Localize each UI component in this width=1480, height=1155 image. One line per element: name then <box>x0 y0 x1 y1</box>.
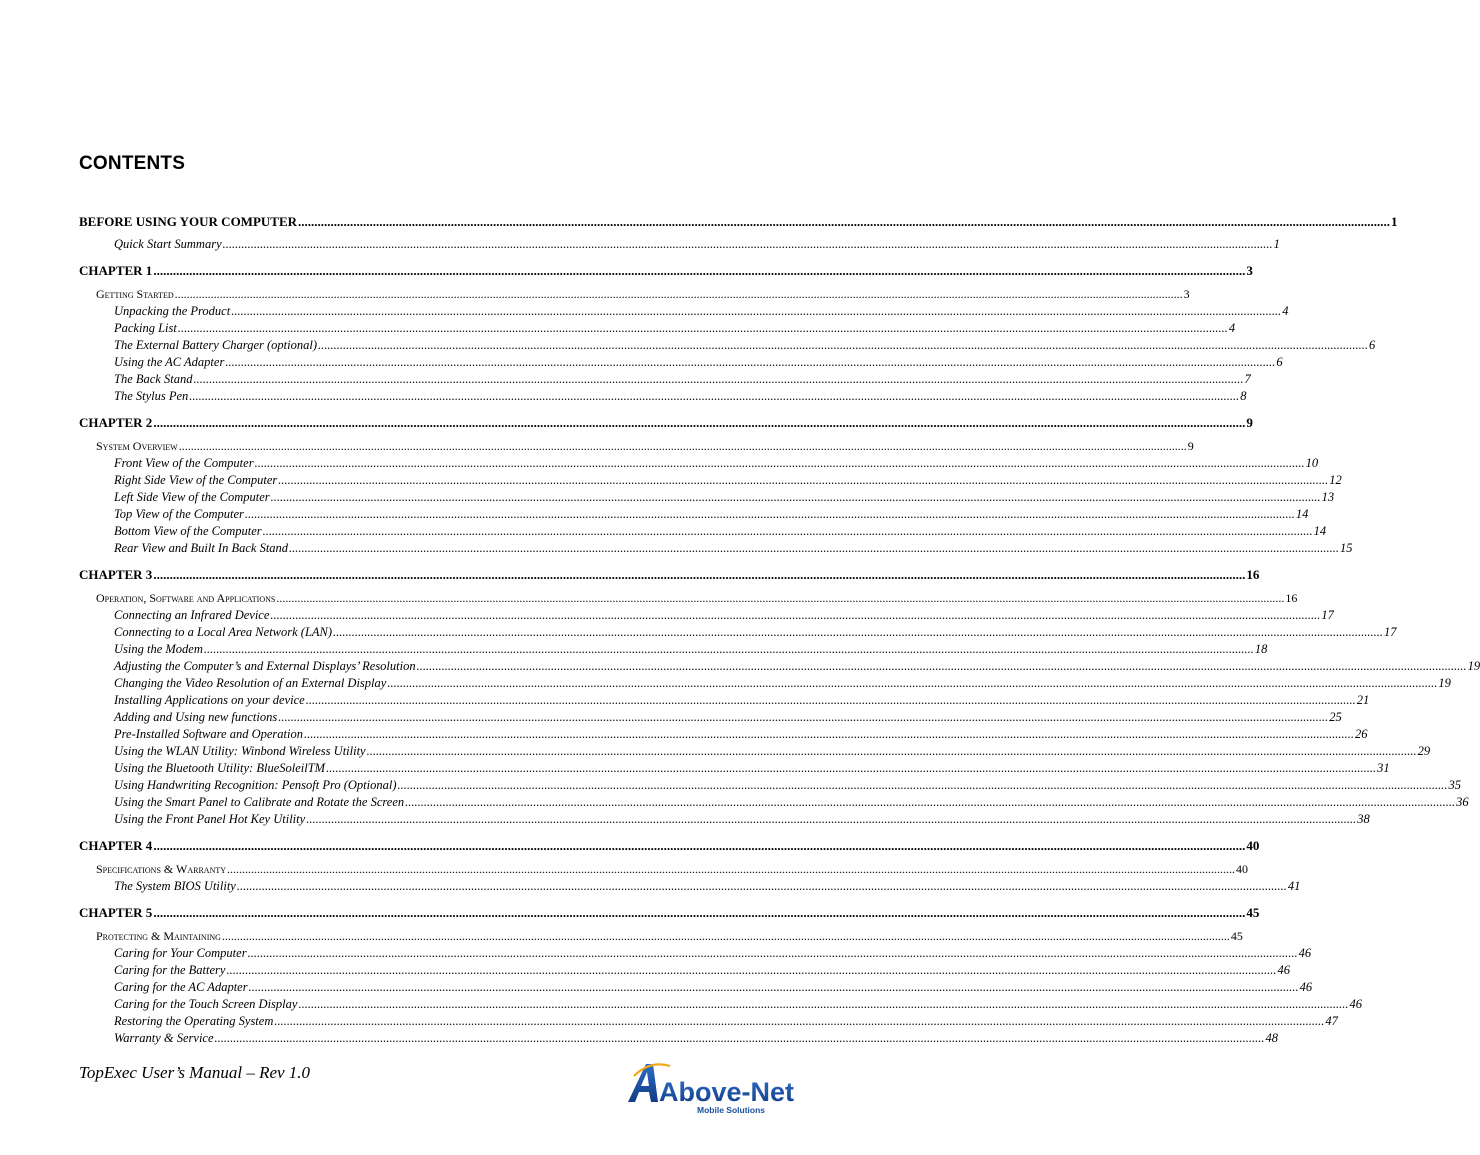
toc-subsection-entry[interactable] <box>79 388 1247 405</box>
toc-dot-leader <box>153 837 1245 854</box>
toc-entry-label: The Back Stand <box>114 372 193 386</box>
toc-entry-page-number: 6 <box>1368 338 1376 352</box>
toc-entry-page-number: 6 <box>1276 355 1283 369</box>
toc-dot-leader <box>237 878 1287 895</box>
toc-dot-leader <box>271 489 1321 506</box>
toc-entry-page-number: 35 <box>1448 778 1462 792</box>
toc-entry-page-number: 10 <box>1305 456 1319 470</box>
toc-entry-page-number: 21 <box>1356 693 1370 707</box>
toc-entry-page-number: 16 <box>1246 567 1260 582</box>
toc-dot-leader <box>245 506 1295 523</box>
toc-entry-page-number: 45 <box>1230 929 1243 943</box>
toc-entry-page-number: 15 <box>1340 541 1353 555</box>
toc-section-entry[interactable] <box>79 438 1194 455</box>
toc-section-entry[interactable] <box>79 928 1243 945</box>
toc-dot-leader <box>306 811 1356 828</box>
toc-dot-leader <box>306 692 1356 709</box>
toc-dot-leader <box>304 726 1354 743</box>
toc-entry-label: Using the Smart Panel to Calibrate and Rotate the Screen <box>114 795 405 809</box>
toc-entry-label: Unpacking the Product <box>114 304 231 318</box>
toc-subsection-entry[interactable] <box>79 236 1280 253</box>
toc-subsection-entry[interactable] <box>79 472 1342 489</box>
toc-section-entry[interactable] <box>79 590 1298 607</box>
logo-tagline: Mobile Solutions <box>697 1105 765 1115</box>
page-title: CONTENTS <box>79 153 186 174</box>
toc-subsection-entry[interactable] <box>79 624 1397 641</box>
toc-entry-label: Connecting to a Local Area Network (LAN) <box>114 625 333 639</box>
toc-subsection-entry[interactable] <box>79 337 1376 354</box>
toc-entry-page-number: 40 <box>1236 862 1249 876</box>
toc-entry-page-number: 36 <box>1456 795 1469 809</box>
toc-entry-page-number: 38 <box>1357 812 1370 826</box>
toc-subsection-entry[interactable] <box>79 506 1309 523</box>
toc-entry-label: CHAPTER 5 <box>79 905 153 920</box>
toc-entry-label: Connecting an Infrared Device <box>114 608 270 622</box>
toc-dot-leader <box>333 624 1383 641</box>
toc-dot-leader <box>222 928 1230 945</box>
toc-entry-page-number: 9 <box>1246 415 1253 430</box>
toc-subsection-entry[interactable] <box>79 726 1368 743</box>
toc-dot-leader <box>387 675 1437 692</box>
toc-entry-page-number: 1 <box>1273 237 1280 251</box>
toc-entry-label: The System BIOS Utility <box>114 879 236 893</box>
toc-entry-label: Left Side View of the Computer <box>114 490 270 504</box>
toc-entry-page-number: 4 <box>1282 304 1289 318</box>
toc-entry-page-number: 3 <box>1246 263 1253 278</box>
toc-entry-page-number: 46 <box>1298 946 1312 960</box>
toc-entry-label: Restoring the Operating System <box>114 1014 274 1028</box>
toc-subsection-entry[interactable] <box>79 641 1268 658</box>
toc-entry-page-number: 3 <box>1183 287 1190 301</box>
toc-dot-leader <box>175 286 1183 303</box>
toc-dot-leader <box>226 962 1276 979</box>
toc-entry-page-number: 26 <box>1354 727 1368 741</box>
toc-dot-leader <box>215 1030 1265 1047</box>
toc-subsection-entry[interactable] <box>79 371 1251 388</box>
toc-entry-page-number: 4 <box>1228 321 1236 335</box>
above-net-logo <box>626 1058 795 1118</box>
toc-entry-label: BEFORE USING YOUR COMPUTER <box>79 214 298 229</box>
toc-entry-label: Installing Applications on your device <box>114 693 305 707</box>
toc-entry-label: CHAPTER 4 <box>79 838 153 853</box>
toc-entry-page-number: 46 <box>1299 980 1313 994</box>
toc-entry-label: Protecting & Maintaining <box>96 929 221 943</box>
toc-entry-page-number: 19 <box>1438 676 1451 690</box>
toc-entry-page-number: 13 <box>1321 490 1335 504</box>
toc-dot-leader <box>263 523 1313 540</box>
toc-dot-leader <box>318 337 1368 354</box>
toc-dot-leader <box>179 438 1187 455</box>
toc-entry-label: The Stylus Pen <box>114 389 189 403</box>
toc-entry-page-number: 16 <box>1285 591 1298 605</box>
logo-wordmark: Above-Net <box>659 1077 795 1107</box>
toc-entry-label: Changing the Video Resolution of an External Display <box>114 676 387 690</box>
toc-dot-leader <box>405 794 1455 811</box>
toc-subsection-entry[interactable] <box>79 777 1462 794</box>
toc-section-entry[interactable] <box>79 861 1249 878</box>
toc-subsection-entry[interactable] <box>79 945 1312 962</box>
toc-dot-leader <box>178 320 1228 337</box>
toc-entry-label: Rear View and Built In Back Stand <box>114 541 289 555</box>
toc-subsection-entry[interactable] <box>79 979 1313 996</box>
toc-dot-leader <box>367 743 1417 760</box>
toc-entry-label: Using the Modem <box>114 642 203 656</box>
toc-dot-leader <box>289 540 1339 557</box>
toc-subsection-entry[interactable] <box>79 1013 1338 1030</box>
toc-dot-leader <box>398 777 1448 794</box>
toc-entry-label: Specifications & Warranty <box>96 862 227 876</box>
toc-subsection-entry[interactable] <box>79 658 1480 675</box>
toc-entry-page-number: 31 <box>1377 761 1390 775</box>
toc-entry-label: Adding and Using new functions <box>114 710 278 724</box>
toc-dot-leader <box>223 236 1273 253</box>
toc-entry-page-number: 25 <box>1329 710 1342 724</box>
toc-entry-page-number: 46 <box>1349 997 1362 1011</box>
footer-manual-title: TopExec User’s Manual – Rev 1.0 <box>79 1063 311 1082</box>
toc-entry-page-number: 12 <box>1329 473 1342 487</box>
toc-entry-page-number: 29 <box>1417 744 1431 758</box>
toc-dot-leader <box>298 996 1348 1013</box>
toc-subsection-entry[interactable] <box>79 523 1327 540</box>
toc-subsection-entry[interactable] <box>79 675 1451 692</box>
toc-subsection-entry[interactable] <box>79 540 1353 557</box>
toc-entry-label: System Overview <box>96 439 178 453</box>
toc-subsection-entry[interactable] <box>79 760 1390 777</box>
toc-chapter-entry[interactable] <box>79 262 1253 279</box>
toc-subsection-entry[interactable] <box>79 996 1362 1013</box>
toc-subsection-entry[interactable] <box>79 962 1290 979</box>
toc-entry-page-number: 41 <box>1287 879 1301 893</box>
toc-subsection-entry[interactable] <box>79 709 1342 726</box>
toc-dot-leader <box>278 709 1328 726</box>
toc-subsection-entry[interactable] <box>79 303 1289 320</box>
toc-subsection-entry[interactable] <box>79 489 1335 506</box>
toc-entry-label: Using the Bluetooth Utility: BlueSoleilTM <box>114 761 326 775</box>
toc-entry-label: The External Battery Charger (optional) <box>114 338 317 352</box>
toc-dot-leader <box>153 904 1245 921</box>
toc-entry-page-number: 48 <box>1265 1031 1279 1045</box>
toc-dot-leader <box>249 979 1299 996</box>
toc-dot-leader <box>193 371 1243 388</box>
toc-dot-leader <box>274 1013 1324 1030</box>
toc-entry-page-number: 14 <box>1295 507 1309 521</box>
toc-entry-page-number: 18 <box>1254 642 1268 656</box>
toc-section-entry[interactable] <box>79 286 1190 303</box>
toc-entry-page-number: 40 <box>1246 838 1260 853</box>
toc-entry-label: Using the WLAN Utility: Winbond Wireless Utility <box>114 744 366 758</box>
toc-entry-page-number: 47 <box>1325 1014 1338 1028</box>
toc-dot-leader <box>204 641 1254 658</box>
toc-subsection-entry[interactable] <box>79 692 1370 709</box>
toc-entry-label: Pre-Installed Software and Operation <box>114 727 303 741</box>
toc-dot-leader <box>276 590 1284 607</box>
toc-chapter-entry[interactable] <box>79 566 1260 583</box>
toc-entry-label: Warranty & Service <box>114 1031 214 1045</box>
toc-entry-label: Caring for Your Computer <box>114 946 247 960</box>
toc-subsection-entry[interactable] <box>79 878 1301 895</box>
toc-dot-leader <box>270 607 1320 624</box>
toc-dot-leader <box>225 354 1275 371</box>
toc-chapter-entry[interactable] <box>79 837 1260 854</box>
toc-subsection-entry[interactable] <box>79 455 1319 472</box>
toc-entry-page-number: 1 <box>1391 214 1398 229</box>
toc-chapter-entry[interactable] <box>79 904 1260 921</box>
toc-dot-leader <box>278 472 1328 489</box>
toc-entry-label: Caring for the AC Adapter <box>114 980 248 994</box>
toc-subsection-entry[interactable] <box>79 320 1236 337</box>
toc-entry-label: Adjusting the Computer’s and External Displays’ Resolution <box>114 659 416 673</box>
toc-dot-leader <box>153 566 1245 583</box>
toc-entry-label: CHAPTER 1 <box>79 263 153 278</box>
toc-dot-leader <box>153 414 1245 431</box>
toc-dot-leader <box>326 760 1376 777</box>
toc-entry-label: Front View of the Computer <box>114 456 254 470</box>
toc-entry-label: CHAPTER 2 <box>79 415 153 430</box>
toc-entry-label: Caring for the Battery <box>114 963 226 977</box>
toc-dot-leader <box>417 658 1467 675</box>
toc-entry-label: Quick Start Summary <box>114 237 222 251</box>
table-of-contents <box>79 213 1480 1047</box>
toc-entry-label: Top View of the Computer <box>114 507 244 521</box>
toc-dot-leader <box>298 213 1390 230</box>
toc-entry-label: Right Side View of the Computer <box>114 473 278 487</box>
toc-entry-page-number: 9 <box>1187 439 1194 453</box>
toc-subsection-entry[interactable] <box>79 1030 1279 1047</box>
toc-dot-leader <box>189 388 1239 405</box>
toc-entry-label: Caring for the Touch Screen Display <box>114 997 298 1011</box>
toc-subsection-entry[interactable] <box>79 607 1334 624</box>
toc-subsection-entry[interactable] <box>79 811 1370 828</box>
toc-chapter-entry[interactable] <box>79 213 1398 230</box>
toc-entry-page-number: 17 <box>1321 608 1334 622</box>
toc-entry-label: Using the AC Adapter <box>114 355 225 369</box>
toc-dot-leader <box>231 303 1281 320</box>
toc-subsection-entry[interactable] <box>79 794 1469 811</box>
toc-entry-label: Bottom View of the Computer <box>114 524 262 538</box>
toc-entry-page-number: 14 <box>1313 524 1327 538</box>
toc-entry-page-number: 8 <box>1240 389 1247 403</box>
toc-entry-label: Operation, Software and Applications <box>96 591 276 605</box>
toc-chapter-entry[interactable] <box>79 414 1253 431</box>
toc-entry-label: Getting Started <box>96 287 174 301</box>
toc-subsection-entry[interactable] <box>79 743 1431 760</box>
toc-dot-leader <box>248 945 1298 962</box>
toc-entry-label: Using Handwriting Recognition: Pensoft Pro (Optional) <box>114 778 397 792</box>
toc-subsection-entry[interactable] <box>79 354 1283 371</box>
toc-entry-label: CHAPTER 3 <box>79 567 153 582</box>
toc-entry-label: Using the Front Panel Hot Key Utility <box>114 812 306 826</box>
toc-entry-page-number: 17 <box>1384 625 1397 639</box>
toc-dot-leader <box>153 262 1245 279</box>
toc-entry-page-number: 19 <box>1467 659 1480 673</box>
toc-entry-page-number: 46 <box>1277 963 1290 977</box>
toc-entry-page-number: 7 <box>1244 372 1251 386</box>
toc-entry-label: Packing List <box>114 321 177 335</box>
toc-dot-leader <box>227 861 1235 878</box>
toc-dot-leader <box>255 455 1305 472</box>
toc-entry-page-number: 45 <box>1246 905 1260 920</box>
